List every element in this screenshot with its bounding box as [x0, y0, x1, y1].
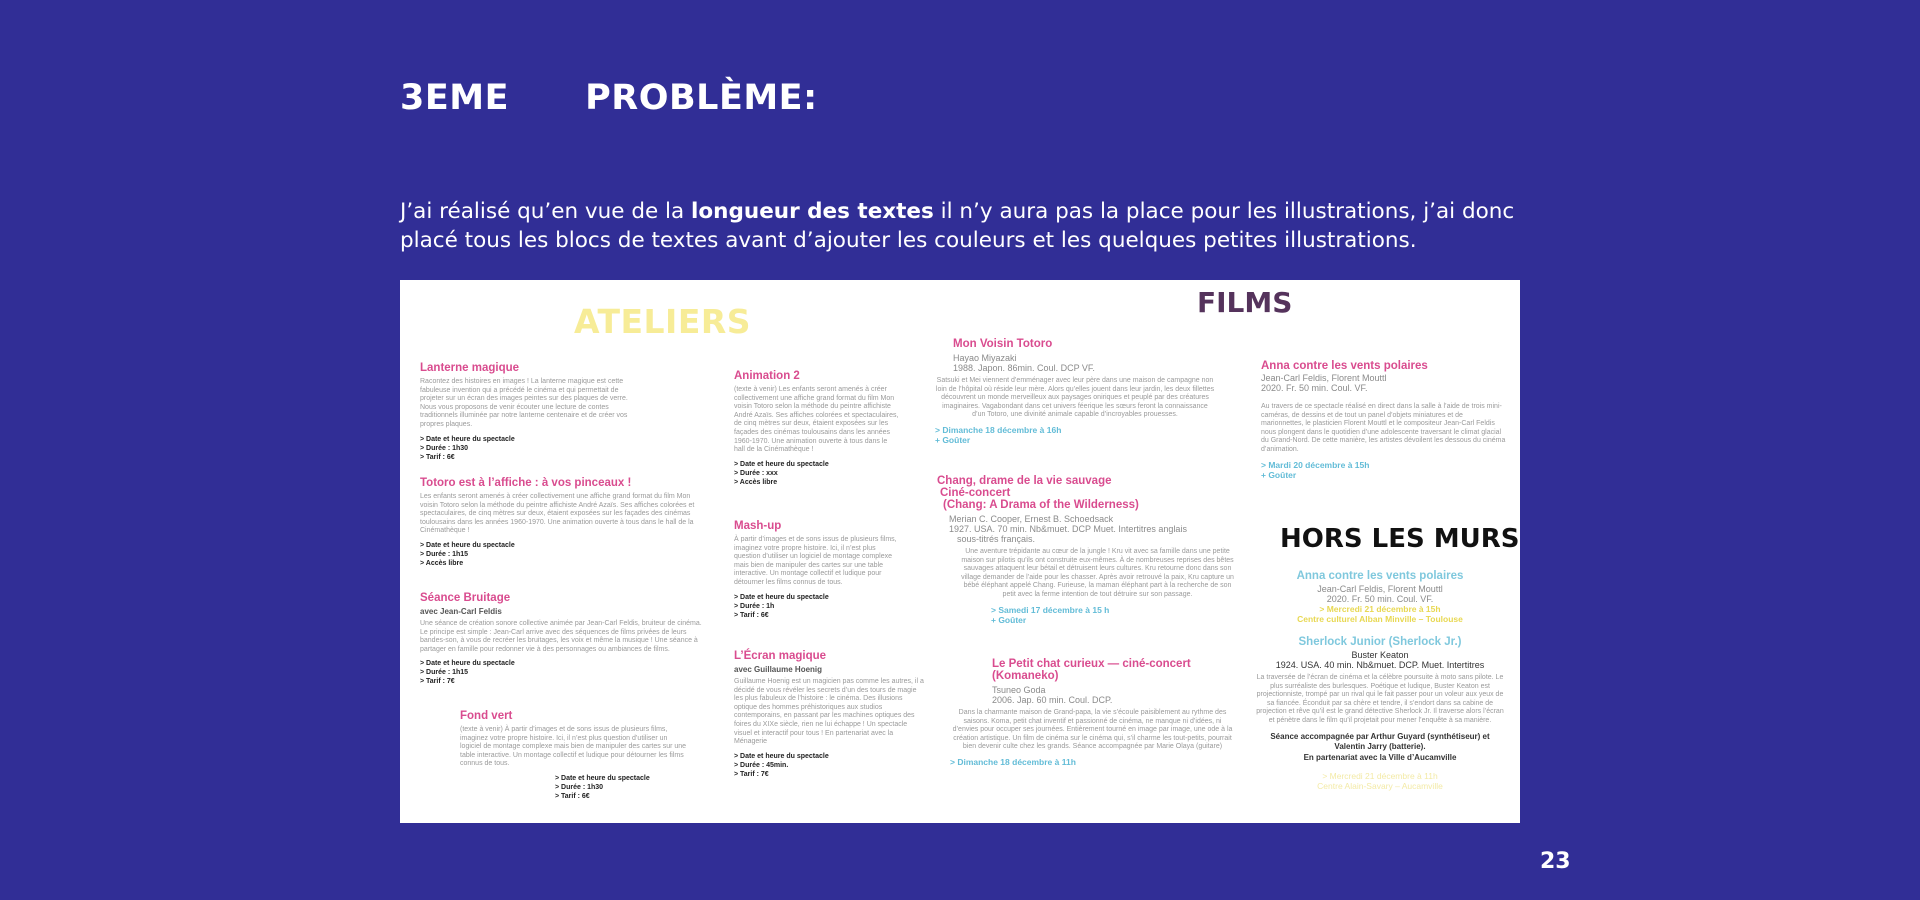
atelier-body: (texte à venir) À partir d’images et de sons issus de plusieurs films, imaginez votre propre histoire. Ici, il n’est plus question d’utiliser un logiciel de montage complexe mais bien de manipuler des cartes sur une table interactive. Un montage collectif et ludique pour détourner les films connus de tous.: [460, 726, 687, 768]
atelier-body: Une séance de création sonore collective animée par Jean-Carl Feldis, bruiteur de cinéma. Le principe est simple : Jean-Carl arrive avec des séquences de films privées de leurs bandes-son, à vous de recréer les bruitages, les voix et même la musique ! Une séance à partager en famille pour redonner vie à des personnages ou ambiances de films.: [420, 620, 702, 653]
film-title-2: (Komaneko): [992, 670, 1059, 682]
atelier-bruitage: [420, 592, 705, 686]
brochure-sheet: [400, 280, 1520, 823]
atelier-animation-2: [734, 370, 899, 487]
film-meta: Jean-Carl Feldis, Florent Mouttl 2020. Fr. 50 min. Coul. VF.: [1261, 373, 1387, 393]
atelier-body: À partir d’images et de sons issus de plusieurs films, imaginez votre propre histoire. Ici, il n’est plus question d’utiliser un logiciel de montage complexe mais bien de manipuler des cartes sur une table interactive. Un montage collectif et ludique pour détourner les films connus de tous.: [734, 536, 897, 586]
film-meta: Merian C. Cooper, Ernest B. Schoedsack 1927. USA. 70 min. Nb&muet. DCP Muet. Intertitres anglais sous-titrés français.: [949, 514, 1187, 544]
atelier-title: Fond vert: [460, 710, 513, 722]
atelier-title: Animation 2: [734, 370, 800, 382]
atelier-title: Séance Bruitage: [420, 592, 511, 604]
event-partner: En partenariat avec la Ville d’Aucamville: [1303, 752, 1457, 762]
event-title: Sherlock Junior (Sherlock Jr.): [1298, 636, 1462, 648]
film-dates: > Dimanche 18 décembre à 16h + Goûter: [935, 424, 1062, 445]
intro-text-bold: longueur des textes: [691, 199, 934, 224]
film-body: Au travers de ce spectacle réalisé en direct dans la salle à l’aide de trois mini-caméras, de dessins et de tout un panel d’objets miniatures et de marionnettes, le plasticien Florent Mouttl et le compositeur Jean-Carl Feldis nous plongent dans le quotidien d’une adolescente traversant le climat glacial du Grand-Nord. De cette manière, les artistes dévoilent les dessous du cinéma d’animation.: [1261, 403, 1506, 453]
event-dates: > Mercredi 21 décembre à 11h Centre Alain-Savary – Aucamville: [1317, 770, 1443, 791]
atelier-body: (texte à venir) Les enfants seront amenés à créer collectivement une affiche grand format du film Mon voisin Totoro selon la méthode du peintre affichiste André Azaïs. Ses affiches colorées et spectaculaires, de cinq mètres sur deux, étaient exposées sur les façades des cinémas toulousains dans les années 1960-1970. Une animation ouverte à tous dans le hall de la Cinémathèque !: [734, 386, 899, 454]
film-title: Chang, drame de la vie sauvage: [937, 475, 1112, 487]
event-title: Anna contre les vents polaires: [1296, 570, 1464, 582]
film-body: Dans la charmante maison de Grand-papa, la vie s’écoule paisiblement au rythme des saisons. Koma, petit chat inventif et passionné de cinéma, ne manque ni d’idées, ni d’envies pour occuper ses journées. Entièrement tourné en image par image, une ode à la création artistique. Un film de cinéma sur le cinéma qui, s’il charme les tout-petits, pourrait bien devenir culte chez les grands. Séance accompagnée par Marie Olaya (guitare): [952, 709, 1233, 751]
atelier-title: Totoro est à l’affiche : à vos pinceaux !: [420, 477, 632, 489]
atelier-title: Mash-up: [734, 520, 782, 532]
event-meta: Jean-Carl Feldis, Florent Mouttl 2020. Fr. 50 min. Coul. VF.: [1317, 584, 1443, 604]
atelier-body: Les enfants seront amenés à créer collectivement une affiche grand format du film Mon voisin Totoro selon la méthode du peintre affichiste André Azaïs. Ses affiches colorées et spectaculaires, de cinq mètres sur deux, étaient exposées sur les façades des cinémas toulousains dans les années 1960-1970. Une animation ouverte à tous dans le hall de la Cinémathèque !: [420, 493, 695, 535]
film-title-3: (Chang: A Drama of the Wilderness): [943, 499, 1139, 511]
intro-paragraph: [400, 197, 1540, 255]
film-dates: > Mardi 20 décembre à 15h + Goûter: [1261, 459, 1370, 480]
atelier-info: > Date et heure du spectacle > Durée : 1h30 > Tarif : 6€: [555, 774, 650, 800]
atelier-mashup: [734, 520, 899, 620]
atelier-title: Lanterne magique: [420, 362, 520, 374]
film-dates: > Dimanche 18 décembre à 11h: [950, 756, 1076, 767]
film-meta: Tsuneo Goda 2006. Jap. 60 min. Coul. DCP.: [992, 685, 1113, 705]
film-meta: Hayao Miyazaki 1988. Japon. 86min. Coul. DCP VF.: [953, 353, 1095, 373]
atelier-info: > Date et heure du spectacle > Durée : xxx > Accès libre: [734, 460, 829, 486]
slide-title: 3EME PROBLÈME:: [400, 78, 818, 118]
film-chang: [937, 475, 1242, 625]
film-body: Une aventure trépidante au cœur de la jungle ! Kru vit avec sa famille dans une petite maison sur pilotis qu’ils ont construite eux-mêmes. À de nombreuses reprises des bêtes sauvages attaquent leur bétail et détruisent leurs cultures. Kru retourne donc dans son village demander de l’aide pour les chasser. Après avoir retrouvé la paix, Kru capture un bébé éléphant appelé Chang. Furieuse, la maman éléphant part à la recherche de son petit avec la ferme intention de tout détruire sur son passage.: [961, 548, 1234, 598]
event-dates: > Mercredi 21 décembre à 15h Centre culturel Alban Minville – Toulouse: [1297, 604, 1463, 624]
hors-les-murs-heading: HORS LES MURS: [1280, 524, 1520, 554]
film-totoro: [935, 338, 1215, 445]
atelier-ecran-magique: [734, 650, 924, 779]
atelier-fond-vert: [460, 710, 690, 801]
ateliers-heading: ATELIERS: [574, 302, 752, 341]
atelier-info: > Date et heure du spectacle > Durée : 45min. > Tarif : 7€: [734, 752, 829, 778]
page-number: 23: [1540, 849, 1571, 874]
atelier-info: > Date et heure du spectacle > Durée : 1h30 > Tarif : 6€: [420, 435, 515, 461]
hors-sherlock: [1255, 636, 1505, 791]
film-title-2: Ciné-concert: [940, 487, 1011, 499]
intro-text-start: J’ai réalisé qu’en vue de la: [400, 199, 692, 224]
film-dates: > Samedi 17 décembre à 15 h + Goûter: [991, 604, 1110, 625]
atelier-info: > Date et heure du spectacle > Durée : 1h15 > Accès libre: [420, 541, 515, 567]
atelier-subtitle: avec Guillaume Hoenig: [734, 665, 823, 674]
event-meta: Buster Keaton 1924. USA. 40 min. Nb&muet. DCP. Muet. Intertitres: [1275, 650, 1485, 670]
atelier-lanterne: [420, 362, 635, 462]
hors-anna: [1255, 570, 1505, 624]
event-body: La traversée de l’écran de cinéma et la célèbre poursuite à moto sans pilote. Le plus surréaliste des burlesques. Poétique et ludique, Buster Keaton est projectionniste, trompé par un rival qui le fait passer pour un voleur aux yeux de sa fiancée. Éconduit par sa chère et tendre, il s’endort dans sa cabine de projection et rêve qu’il est le grand détective Sherlock Jr. Il traverse alors l’écran et pénètre dans le film qu’il projetait pour mener l’enquête à sa manière.: [1256, 674, 1504, 724]
film-title: Le Petit chat curieux — ciné-concert: [992, 658, 1191, 670]
atelier-totoro: [420, 477, 705, 568]
intro-text-end: il n’y aura pas la place pour les illustrations, j’ai donc placé tous les blocs de textes avant d’ajouter les couleurs et les quelques petites illustrations.: [400, 199, 1515, 253]
atelier-info: > Date et heure du spectacle > Durée : 1h15 > Tarif : 7€: [420, 660, 515, 686]
film-title: Mon Voisin Totoro: [953, 338, 1053, 350]
atelier-info: > Date et heure du spectacle > Durée : 1h > Tarif : 6€: [734, 593, 829, 619]
atelier-subtitle: avec Jean-Carl Feldis: [420, 607, 502, 616]
atelier-body: Guillaume Hoenig est un magicien pas comme les autres, il a décidé de vous révéler les secrets d’un des tours de magie les plus fabuleux de l’histoire : le cinéma. Des illusions optique des hommes préhistoriques aux studios contemporains, en passant par les machines optiques des foires du XIXe siècle, rien ne lui échappe ! Un spectacle visuel et interactif pour tous ! En partenariat avec la Ménagerie: [734, 678, 924, 746]
atelier-body: Racontez des histoires en images ! La lanterne magique est cette fabuleuse invention qui a précédé le cinéma et qui permettait de projeter sur un écran des images peintes sur des plaques de verre. Nous vous proposons de venir écouter une lecture de contes traditionnels illuminée par notre lanterne centenaire et de créer vos propres plaques.: [420, 378, 628, 428]
event-note: Séance accompagnée par Arthur Guyard (synthétiseur) et Valentin Jarry (batterie).: [1270, 731, 1490, 751]
film-anna: [1261, 360, 1506, 480]
film-petit-chat: [950, 658, 1235, 767]
atelier-title: L’Écran magique: [734, 650, 827, 662]
film-title: Anna contre les vents polaires: [1261, 360, 1428, 372]
film-body: Satsuki et Mei viennent d’emménager avec leur père dans une maison de campagne non loin de l’hôpital où réside leur mère. Alors qu’elles jouent dans leur jardin, les deux fillettes découvrent un monde merveilleux aux paysages oniriques et peuplé par des créatures imaginaires. Vagabondant dans cet univers féerique les sœurs feront la connaissance d’un Totoro, une divinité animale capable d’incroyables prouesses.: [935, 377, 1215, 419]
films-heading: FILMS: [1197, 286, 1293, 319]
